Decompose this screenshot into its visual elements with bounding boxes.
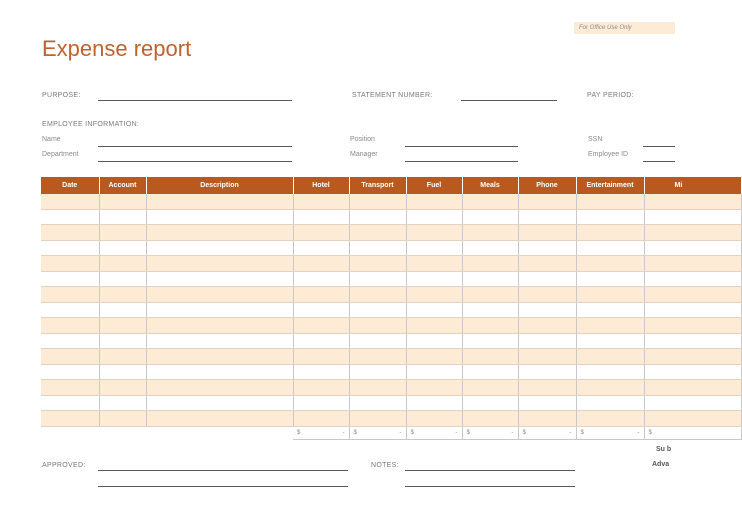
total-currency: $ (580, 429, 584, 436)
table-cell[interactable] (576, 194, 644, 209)
table-cell[interactable] (146, 318, 293, 334)
subtotal-label: Su b (656, 446, 672, 453)
table-cell[interactable] (462, 240, 518, 256)
total-currency: $ (410, 429, 414, 436)
total-currency: $ (522, 429, 526, 436)
purpose-label: PURPOSE: (42, 92, 81, 99)
table-cell[interactable] (99, 256, 146, 272)
table-cell[interactable] (644, 209, 741, 225)
table-cell[interactable] (518, 225, 576, 241)
table-cell[interactable] (644, 318, 741, 334)
table-cell[interactable] (406, 240, 462, 256)
col-description: Description (146, 177, 293, 194)
table-cell[interactable] (644, 271, 741, 287)
table-cell[interactable] (146, 411, 293, 427)
table-cell[interactable] (349, 209, 406, 225)
table-cell[interactable] (462, 194, 518, 209)
table-cell[interactable] (518, 302, 576, 318)
table-cell[interactable] (518, 411, 576, 427)
table-row (41, 318, 741, 334)
column-total (293, 426, 349, 439)
table-cell[interactable] (99, 411, 146, 427)
table-cell[interactable] (518, 380, 576, 396)
table-cell[interactable] (99, 302, 146, 318)
table-cell[interactable] (146, 302, 293, 318)
table-cell[interactable] (406, 364, 462, 380)
table-row (41, 364, 741, 380)
table-cell[interactable] (644, 333, 741, 349)
table-cell[interactable] (576, 411, 644, 427)
table-cell[interactable] (293, 380, 349, 396)
table-cell[interactable] (576, 395, 644, 411)
table-cell[interactable] (146, 333, 293, 349)
table-cell[interactable] (146, 287, 293, 303)
table-cell[interactable] (293, 349, 349, 365)
table-cell[interactable] (349, 225, 406, 241)
table-cell[interactable] (41, 349, 99, 365)
table-row (41, 302, 741, 318)
table-cell[interactable] (576, 349, 644, 365)
department-label: Department (42, 151, 79, 158)
purpose-field[interactable] (98, 100, 292, 101)
col-entertainment: Entertainment (576, 177, 644, 194)
manager-field[interactable] (405, 161, 518, 162)
table-cell[interactable] (644, 411, 741, 427)
statement-number-label: STATEMENT NUMBER: (352, 92, 433, 99)
table-cell[interactable] (406, 411, 462, 427)
table-cell[interactable] (518, 209, 576, 225)
table-row (41, 225, 741, 241)
table-cell[interactable] (406, 271, 462, 287)
total-value: - (637, 429, 640, 436)
table-cell[interactable] (406, 256, 462, 272)
table-cell[interactable] (576, 209, 644, 225)
table-cell[interactable] (99, 349, 146, 365)
table-cell[interactable] (99, 194, 146, 209)
table-cell[interactable] (518, 364, 576, 380)
table-row (41, 209, 741, 225)
column-total (349, 426, 406, 439)
table-cell[interactable] (644, 302, 741, 318)
table-cell[interactable] (41, 225, 99, 241)
table-row (41, 380, 741, 396)
total-value: - (342, 429, 345, 436)
table-cell[interactable] (462, 349, 518, 365)
table-cell[interactable] (406, 209, 462, 225)
approved-field[interactable] (98, 470, 348, 471)
table-cell[interactable] (349, 364, 406, 380)
table-cell[interactable] (146, 209, 293, 225)
total-currency: $ (648, 429, 652, 436)
table-row (41, 194, 741, 209)
position-label: Position (350, 136, 375, 143)
table-row (41, 333, 741, 349)
table-cell[interactable] (518, 333, 576, 349)
table-cell[interactable] (518, 349, 576, 365)
name-field[interactable] (98, 146, 292, 147)
col-transport: Transport (349, 177, 406, 194)
table-cell[interactable] (99, 271, 146, 287)
col-hotel: Hotel (293, 177, 349, 194)
table-cell[interactable] (406, 349, 462, 365)
table-cell[interactable] (518, 240, 576, 256)
table-cell[interactable] (576, 302, 644, 318)
position-field[interactable] (405, 146, 518, 147)
table-row (41, 256, 741, 272)
table-cell[interactable] (349, 256, 406, 272)
table-cell[interactable] (293, 333, 349, 349)
table-cell[interactable] (99, 364, 146, 380)
column-total (644, 426, 741, 439)
column-total (518, 426, 576, 439)
table-cell[interactable] (462, 271, 518, 287)
table-cell[interactable] (406, 225, 462, 241)
col-fuel: Fuel (406, 177, 462, 194)
total-value: - (569, 429, 572, 436)
table-cell[interactable] (41, 271, 99, 287)
table-cell[interactable] (146, 364, 293, 380)
table-cell[interactable] (576, 287, 644, 303)
table-cell[interactable] (41, 364, 99, 380)
table-cell[interactable] (293, 256, 349, 272)
table-cell[interactable] (146, 349, 293, 365)
column-total (406, 426, 462, 439)
total-value: - (455, 429, 458, 436)
table-cell[interactable] (41, 395, 99, 411)
totals-spacer (41, 426, 99, 439)
table-cell[interactable] (293, 240, 349, 256)
table-cell[interactable] (462, 318, 518, 334)
table-cell[interactable] (462, 395, 518, 411)
table-cell[interactable] (349, 287, 406, 303)
table-cell[interactable] (349, 240, 406, 256)
ssn-field[interactable] (643, 146, 675, 147)
totals-row (41, 426, 741, 439)
table-cell[interactable] (644, 194, 741, 209)
table-cell[interactable] (293, 411, 349, 427)
table-cell[interactable] (644, 256, 741, 272)
table-cell[interactable] (518, 256, 576, 272)
approved-field-2[interactable] (98, 486, 348, 487)
total-currency: $ (297, 429, 301, 436)
table-cell[interactable] (518, 395, 576, 411)
table-cell[interactable] (41, 318, 99, 334)
table-cell[interactable] (99, 380, 146, 396)
table-cell[interactable] (576, 256, 644, 272)
table-cell[interactable] (99, 287, 146, 303)
table-cell[interactable] (644, 395, 741, 411)
table-cell[interactable] (349, 349, 406, 365)
table-cell[interactable] (41, 333, 99, 349)
ssn-label: SSN (588, 136, 603, 143)
col-misc: Mi (644, 177, 741, 194)
table-cell[interactable] (576, 364, 644, 380)
table-cell[interactable] (99, 225, 146, 241)
table-cell[interactable] (644, 349, 741, 365)
table-cell[interactable] (462, 302, 518, 318)
table-cell[interactable] (41, 302, 99, 318)
table-row (41, 411, 741, 427)
table-cell[interactable] (349, 411, 406, 427)
pay-period-label: PAY PERIOD: (587, 92, 634, 99)
table-cell[interactable] (406, 380, 462, 396)
table-cell[interactable] (576, 333, 644, 349)
table-cell[interactable] (99, 395, 146, 411)
name-label: Name (42, 136, 61, 143)
table-cell[interactable] (41, 287, 99, 303)
table-cell[interactable] (293, 287, 349, 303)
table-row (41, 271, 741, 287)
table-cell[interactable] (518, 271, 576, 287)
table-cell[interactable] (576, 380, 644, 396)
table-cell[interactable] (293, 225, 349, 241)
table-cell[interactable] (406, 287, 462, 303)
table-row (41, 395, 741, 411)
table-cell[interactable] (41, 240, 99, 256)
total-currency: $ (353, 429, 357, 436)
table-cell[interactable] (293, 364, 349, 380)
table-cell[interactable] (576, 271, 644, 287)
table-cell[interactable] (349, 395, 406, 411)
table-cell[interactable] (462, 380, 518, 396)
table-row (41, 240, 741, 256)
table-cell[interactable] (146, 194, 293, 209)
table-cell[interactable] (406, 395, 462, 411)
table-cell[interactable] (576, 240, 644, 256)
table-cell[interactable] (349, 271, 406, 287)
col-date: Date (41, 177, 99, 194)
table-cell[interactable] (41, 194, 99, 209)
table-cell[interactable] (462, 333, 518, 349)
totals-spacer (99, 426, 146, 439)
table-cell[interactable] (576, 318, 644, 334)
office-use-label: For Office Use Only (574, 22, 675, 34)
employee-id-field[interactable] (643, 161, 675, 162)
table-cell[interactable] (462, 225, 518, 241)
advances-label: Adva (652, 461, 670, 468)
table-cell[interactable] (462, 364, 518, 380)
table-cell[interactable] (406, 318, 462, 334)
total-currency: $ (466, 429, 470, 436)
table-cell[interactable] (99, 318, 146, 334)
table-cell[interactable] (406, 302, 462, 318)
table-row (41, 349, 741, 365)
table-cell[interactable] (293, 302, 349, 318)
employee-info-label: EMPLOYEE INFORMATION: (42, 121, 140, 128)
table-cell[interactable] (406, 333, 462, 349)
table-cell[interactable] (146, 271, 293, 287)
table-cell[interactable] (293, 395, 349, 411)
table-cell[interactable] (41, 411, 99, 427)
table-cell[interactable] (462, 256, 518, 272)
table-cell[interactable] (644, 287, 741, 303)
col-account: Account (99, 177, 146, 194)
table-cell[interactable] (576, 225, 644, 241)
table-cell[interactable] (644, 240, 741, 256)
table-cell[interactable] (462, 209, 518, 225)
notes-field[interactable] (405, 470, 575, 471)
table-cell[interactable] (644, 225, 741, 241)
table-cell[interactable] (146, 225, 293, 241)
employee-id-label: Employee ID (588, 151, 629, 158)
table-cell[interactable] (462, 411, 518, 427)
table-cell[interactable] (462, 287, 518, 303)
table-row (41, 287, 741, 303)
table-cell[interactable] (293, 318, 349, 334)
table-cell[interactable] (293, 271, 349, 287)
table-cell[interactable] (99, 240, 146, 256)
table-cell[interactable] (99, 209, 146, 225)
table-cell[interactable] (349, 333, 406, 349)
table-cell[interactable] (293, 194, 349, 209)
manager-label: Manager (350, 151, 378, 158)
column-total (462, 426, 518, 439)
statement-number-field[interactable] (461, 100, 557, 101)
total-value: - (399, 429, 402, 436)
table-cell[interactable] (99, 333, 146, 349)
table-cell[interactable] (644, 364, 741, 380)
col-meals: Meals (462, 177, 518, 194)
table-cell[interactable] (349, 380, 406, 396)
table-cell[interactable] (146, 240, 293, 256)
table-cell[interactable] (146, 380, 293, 396)
table-cell[interactable] (41, 380, 99, 396)
table-cell[interactable] (644, 380, 741, 396)
total-value: - (511, 429, 514, 436)
page-title: Expense report (42, 36, 192, 61)
table-cell[interactable] (146, 256, 293, 272)
table-cell[interactable] (349, 318, 406, 334)
notes-label: NOTES: (371, 462, 399, 469)
table-cell[interactable] (41, 256, 99, 272)
department-field[interactable] (98, 161, 292, 162)
col-phone: Phone (518, 177, 576, 194)
expense-table (41, 177, 683, 440)
table-cell[interactable] (349, 194, 406, 209)
table-cell[interactable] (518, 194, 576, 209)
table-cell[interactable] (146, 395, 293, 411)
table-cell[interactable] (406, 194, 462, 209)
table-cell[interactable] (518, 287, 576, 303)
table-cell[interactable] (349, 302, 406, 318)
table-cell[interactable] (41, 209, 99, 225)
table-cell[interactable] (293, 209, 349, 225)
table-cell[interactable] (518, 318, 576, 334)
approved-label: APPROVED: (42, 462, 86, 469)
column-total (576, 426, 644, 439)
totals-spacer (146, 426, 293, 439)
notes-field-2[interactable] (405, 486, 575, 487)
